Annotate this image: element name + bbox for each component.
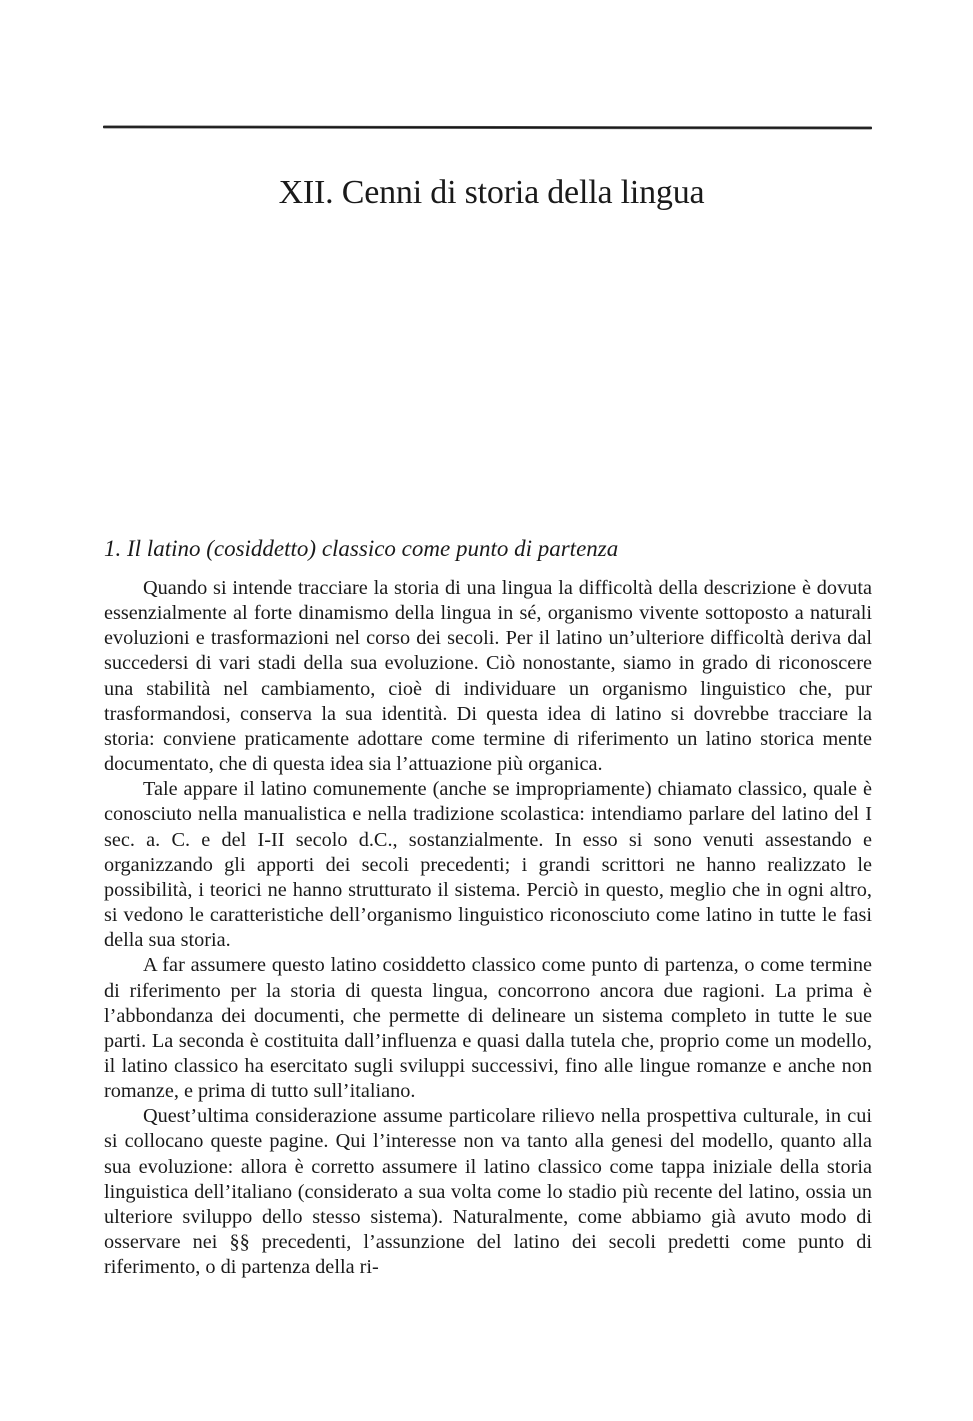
paragraph: Tale appare il latino comunemente (anche se impropriamente) chiamato classico, quale è conosciuto nella manualistica e nella tradizione scolastica: intendiamo parlare del latino del I sec. a. C. e del I-II secolo d.C., sostanzialmente. In esso si sono venuti assestando e organizzando gli apporti dei secoli precedenti; i grandi scrittori ne hanno realizzato le possibilità, i teorici ne hanno strutturato il sistema. Perciò in questo, meglio che in ogni altro, si vedono le caratteristiche dell’organismo linguistico riconosciuto come latino in tutte le fasi della sua storia. [104,778,872,952]
chapter-top-rule [103,125,872,129]
paragraph: Quest’ultima considerazione assume particolare rilievo nella prospettiva culturale, in cui si collocano queste pagine. Qui l’interesse non va tanto alla genesi del modello, quanto alla sua evoluzione: allora è corretto assumere il latino classico come tappa iniziale della storia linguistica dell’italiano (considerato a sua volta come lo stadio più recente del latino, ossia un ulteriore sviluppo dello stesso sistema). Naturalmente, come abbiamo già avuto modo di osservare nei §§ precedenti, l’assunzione del latino dei secoli predetti come punto di riferimento, o di partenza della ri- [104,1105,872,1279]
paragraph: Quando si intende tracciare la storia di una lingua la difficoltà della descrizione è dovuta essenzialmente al forte dinamismo della lingua in sé, organismo vivente sottoposto a naturali evoluzioni e trasformazioni nel corso dei secoli. Per il latino un’ulteriore difficoltà deriva dal succedersi di vari stadi della sua evoluzione. Ciò nonostante, siamo in grado di riconoscere una stabilità nel cambiamento, cioè di individuare un organismo linguistico che, pur trasformandosi, conserva la sua identità. Di questa idea di latino si dovrebbe tracciare la storia: conviene praticamente adottare come termine di riferimento un latino storica mente documentato, che di questa idea sia l’attuazione più organica. [104,577,872,776]
paragraph: A far assumere questo latino cosiddetto classico come punto di partenza, o come termine di riferimento per la storia di questa lingua, concorrono ancora due ragioni. La prima è l’abbondanza dei documenti, che permette di delineare un sistema completo in tutte le sue parti. La seconda è costituita dall’influenza e quasi dalla tutela che, proprio come un modello, il latino classico ha esercitato sugli sviluppi successivi, fino alle lingue romanze e anche non romanze, e prima di tutto sull’italiano. [104,954,872,1103]
section-body [104,576,872,1280]
chapter-title: XII. Cenni di storia della lingua [278,174,705,211]
section-heading: 1. Il latino (cosiddetto) classico come punto di partenza [104,536,619,561]
